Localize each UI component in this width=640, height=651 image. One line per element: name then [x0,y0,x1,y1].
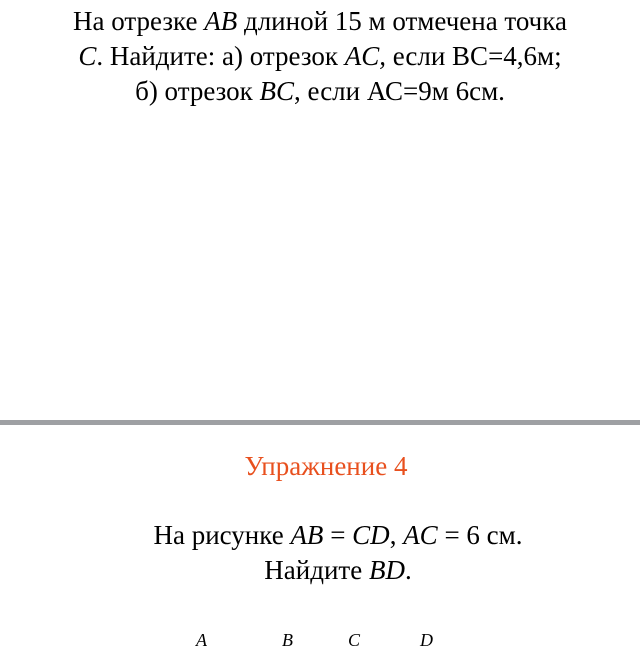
segment-bc-label: BC [259,76,295,106]
problem-text-segment: На отрезке [73,6,205,36]
figure-point-c: C [348,630,361,650]
exercise-slide [0,425,640,650]
problem-text-segment: если ВС=4,6м; [385,41,562,71]
problem-text-segment: , если АС=9м 6см. [294,76,505,106]
exercise-text-segment: = [323,520,353,550]
figure-point-labels [0,630,640,650]
figure-point-a: A [196,630,207,650]
exercise-text-segment: . [404,555,412,585]
exercise-text-segment: На рисунке [153,520,291,550]
segment-ab-label: AB [290,520,324,550]
exercise-statement [20,518,640,588]
problem-statement [20,4,620,109]
segment-ac-label: AC, [344,41,386,71]
exercise-heading: Упражнение 4 [244,451,408,481]
segment-ab-label: AB [204,6,238,36]
exercise-text-segment: Найдите [264,555,369,585]
point-c-label: C [78,41,97,71]
problem-text-segment: б) отрезок [135,76,260,106]
problem-text-segment: . Найдите: а) отрезок [96,41,345,71]
segment-bd-label: BD [368,555,405,585]
segment-cd-label: CD [352,520,390,550]
segment-ac-label: AC [403,520,438,550]
problem-text-segment: длиной 15 м отмечена точка [237,6,567,36]
exercise-text-segment: , [389,520,404,550]
figure-point-d: D [420,630,433,650]
figure-point-b: B [282,630,293,650]
exercise-text-segment: = 6 см. [437,520,523,550]
